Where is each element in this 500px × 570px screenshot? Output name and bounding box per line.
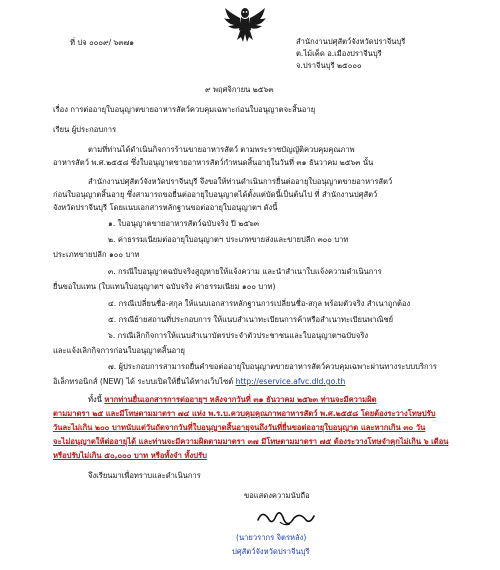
eservice-link[interactable]: http://eservice.afvc.dld.go.th bbox=[235, 377, 346, 386]
item-7-text: อิเล็กทรอนิกส์ (NEW) ได้ ระบบเปิดให้ยื่นได้ทางเว็บไซต์ bbox=[53, 377, 234, 386]
warning-line bbox=[88, 394, 377, 405]
office-address-line-1: ต.ไม้เค็ด อ.เมืองปราจีนบุรี bbox=[296, 49, 382, 58]
signer-title: ปศุสัตว์จังหวัดปราจีนบุรี bbox=[232, 547, 310, 556]
garuda-emblem-icon bbox=[222, 4, 268, 44]
warning-line: ตามมาตรา ๒๕ และมีโทษตามมาตรา ๗๔ แห่ง พ.ร.บ.ควบคุมคุณภาพอาหารสัตว์ พ.ศ.๒๕๕๘ โดยต้องระวางโทษปรับ bbox=[53, 409, 436, 418]
list-item: ๗. ผู้ประกอบการสามารถยื่นคำขอต่ออายุใบอนุญาตขายอาหารสัตว์ควบคุมเฉพาะผ่านทางระบบบริการ bbox=[108, 362, 437, 371]
paragraph-1-line: อาหารสัตว์ พ.ศ.๒๕๕๘ ซึ่งใบอนุญาตขายอาหารสัตว์กำหนดสิ้นอายุในวันที่ ๓๑ ธันวาคม ๒๕๖๓ นั้น bbox=[53, 158, 374, 167]
document-number: ที่ ปจ ๐๐๐๙/ ๖๓๗๑ bbox=[70, 38, 135, 47]
list-item: ๓. กรณีใบอนุญาตฉบับจริงสูญหายให้แจ้งความ และนำสำเนาใบแจ้งความดำเนินการ bbox=[108, 267, 382, 276]
paragraph-1-line: ตามที่ท่านได้ดำเนินกิจการร้านขายอาหารสัตว์ ตามพระราชบัญญัติควบคุมคุณภาพ bbox=[88, 145, 355, 154]
warning-lead: ทั้งนี้ bbox=[88, 395, 102, 404]
paragraph-2-line: ก่อนใบอนุญาตสิ้นอายุ ซึ่งสามารถขอยื่นต่ออายุใบอนุญาตได้ตั้งแต่บัดนี้เป็นต้นไป ที่ สำนักงานปศุสัตว์ bbox=[53, 190, 378, 199]
paragraph-2-line: สำนักงานปศุสัตว์จังหวัดปราจีนบุรี จึงขอให้ท่านดำเนินการยื่นต่ออายุใบอนุญาตขายอาหารสัตว์ bbox=[88, 177, 393, 186]
list-item: ๔. กรณีเปลี่ยนชื่อ-สกุล ให้แนบเอกสารหลักฐานการเปลี่ยนชื่อ-สกุล พร้อมตัวจริง สำเนาถูกต้อง bbox=[108, 299, 411, 308]
office-name: สำนักงานปศุสัตว์จังหวัดปราจีนบุรี bbox=[296, 37, 406, 46]
signer-name: (นายวรากร จิตรหลัง) bbox=[236, 533, 307, 542]
list-item: ยื่นขอใบแทน (ใบแทนใบอนุญาตฯ ฉบับจริง ค่าธรรมเนียม ๑๐๐ บาท) bbox=[53, 282, 276, 291]
list-item: ๖. กรณีเลิกกิจการให้แนบสำเนาบัตรประจำตัวประชาชนและใบอนุญาตฯฉบับจริง bbox=[108, 331, 369, 340]
closing-phrase: ขอแสดงความนับถือ bbox=[244, 491, 310, 500]
list-item bbox=[53, 376, 345, 387]
warning-line: วันละไม่เกิน ๒๐๐ บาทนับแต่วันถัดจากวันที่ใบอนุญาตสิ้นอายุจนถึงวันที่ยื่นขอต่ออายุใบอนุญาต และหากเกิน ๓๐ วัน bbox=[53, 423, 426, 432]
signature-icon bbox=[250, 506, 320, 530]
list-item: ๒. ค่าธรรมเนียมต่ออายุใบอนุญาตฯ ประเภทขายส่งและขายปลีก ๓๐๐ บาท bbox=[108, 235, 349, 244]
warning-line: จะไม่อนุญาตให้ต่ออายุได้ และท่านจะมีความผิดตามมาตรา ๓๗ มีโทษตามมาตรา ๗๕ ต้องระวางโทษจำคุกไม่เกิน ๖ เดือน bbox=[53, 437, 449, 446]
list-item: ๕. กรณีย้ายสถานที่ประกอบการ ให้แนบสำเนาทะเบียนการค้าหรือสำเนาทะเบียนพาณิชย์ bbox=[108, 315, 394, 324]
warning-line: หรือปรับไม่เกิน ๕๐,๐๐๐ บาท หรือทั้งจำ ทั้งปรับ bbox=[53, 451, 207, 460]
list-item: ๑. ใบอนุญาตขายอาหารสัตว์ฉบับจริง ปี ๒๕๖๓ bbox=[108, 219, 259, 228]
office-address-line-2: จ.ปราจีนบุรี ๒๕๐๐๐ bbox=[296, 61, 362, 70]
paragraph-2-line: จังหวัดปราจีนบุรี โดยแนบเอกสารหลักฐานขอต่ออายุใบอนุญาตฯ ดังนี้ bbox=[53, 203, 278, 212]
list-item: และแจ้งเลิกกิจการก่อนใบอนุญาตสิ้นอายุ bbox=[53, 346, 185, 355]
subject-line: เรื่อง การต่ออายุใบอนุญาตขายอาหารสัตว์ควบคุมเฉพาะก่อนใบอนุญาตจะสิ้นอายุ bbox=[53, 105, 316, 114]
closing-request: จึงเรียนมาเพื่อทราบและดำเนินการ bbox=[88, 471, 201, 480]
list-item: ประเภทขายปลีก ๑๐๐ บาท bbox=[53, 250, 140, 259]
document-date: ๙ พฤศจิกายน ๒๕๖๓ bbox=[205, 85, 274, 94]
warning-text: หากท่านยื่นเอกสารการต่ออายุฯ หลังจากวันที่ ๓๑ ธันวาคม ๒๕๖๓ ท่านจะมีความผิด bbox=[104, 395, 377, 404]
salutation: เรียน ผู้ประกอบการ bbox=[53, 125, 117, 134]
